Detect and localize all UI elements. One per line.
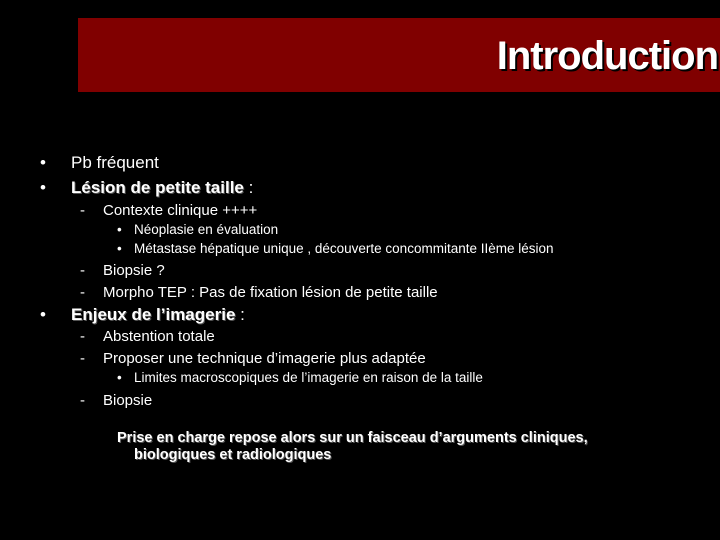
bullet-suffix: : (243, 178, 254, 197)
dash-marker: - (80, 262, 85, 279)
sub-sub-bullet-text: Métastase hépatique unique , découverte concommitante IIème lésion (134, 241, 554, 256)
bullet-marker: • (40, 305, 46, 324)
slide-title: Introduction (496, 34, 718, 78)
bullet-marker: • (117, 370, 122, 385)
dash-marker: - (80, 392, 85, 409)
conclusion-line-1: Prise en charge repose alors sur un faisceau d’arguments cliniques, (117, 430, 588, 446)
bullet-suffix: : (235, 305, 245, 324)
conclusion-note (117, 430, 588, 464)
sub-bullet-text: Biopsie (103, 392, 153, 409)
bullet-text: Pb fréquent (71, 153, 159, 172)
sub-bullet-text: Morpho TEP : Pas de fixation lésion de petite taille (103, 284, 438, 301)
bullet-emphasis: Enjeux de l’imagerie (71, 305, 236, 324)
sub-bullet-text: Proposer une technique d’imagerie plus adaptée (103, 350, 426, 367)
dash-marker: - (80, 284, 85, 301)
dash-marker: - (80, 328, 85, 345)
bullet-marker: • (117, 222, 122, 237)
bullet-marker: • (117, 241, 122, 256)
bullet-marker: • (40, 178, 46, 197)
sub-bullet-text: Abstention totale (103, 328, 215, 345)
conclusion-line-2: biologiques et radiologiques (134, 447, 332, 463)
dash-marker: - (80, 202, 85, 219)
bullet-marker: • (40, 153, 46, 172)
sub-sub-bullet-text: Limites macroscopiques de l’imagerie en raison de la taille (134, 370, 483, 385)
sub-bullet-text: Biopsie ? (103, 262, 165, 279)
sub-sub-bullet-text: Néoplasie en évaluation (134, 222, 279, 237)
dash-marker: - (80, 350, 85, 367)
bullet-emphasis: Lésion de petite taille (71, 178, 244, 197)
sub-bullet-text: Contexte clinique ++++ (103, 202, 258, 219)
